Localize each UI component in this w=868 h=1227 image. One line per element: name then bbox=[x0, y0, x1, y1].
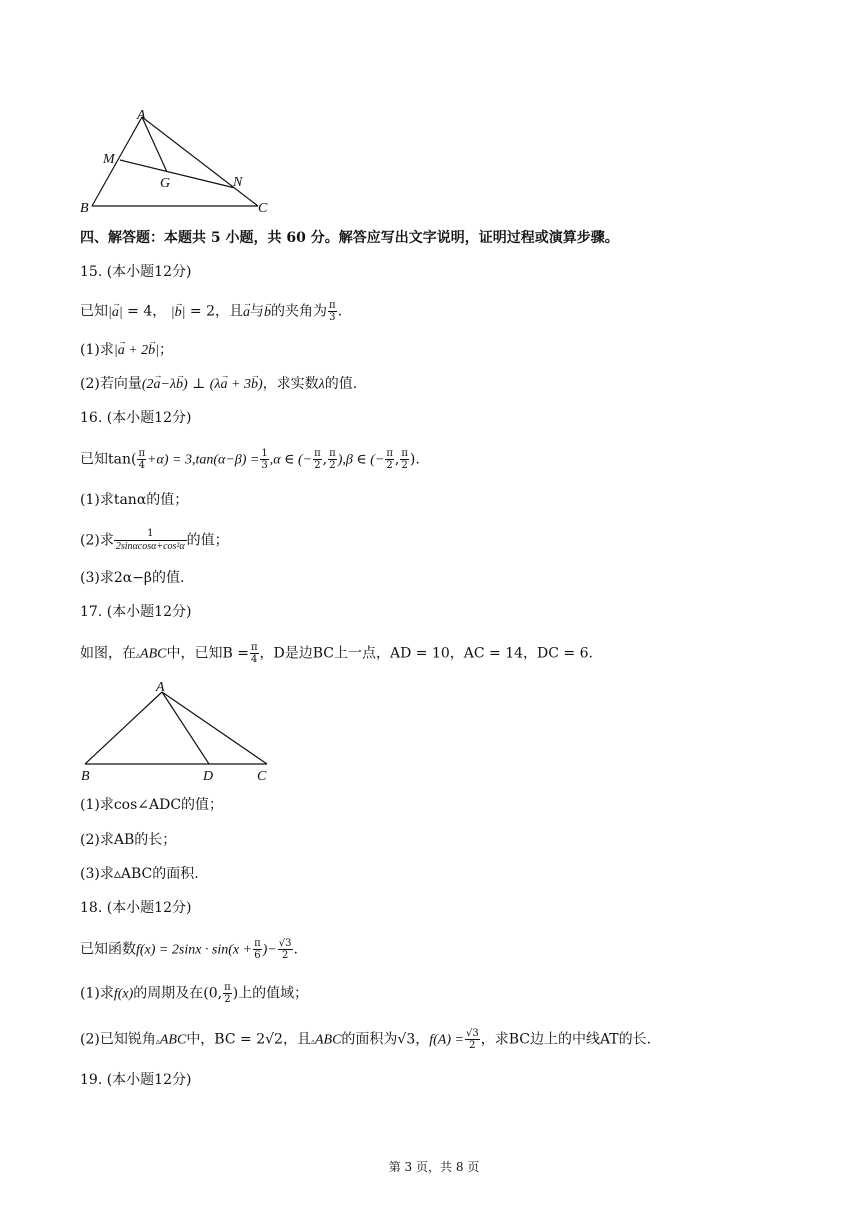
label-d: D bbox=[203, 769, 214, 784]
segment-ac-2 bbox=[162, 692, 267, 764]
q15-angle-fraction: $\frac{\pi}{3}$ bbox=[328, 300, 336, 323]
q16-part1: (1)求tanα的值； bbox=[80, 492, 189, 508]
q15-part1: (1)求|→ a + 2→ b|； bbox=[80, 340, 173, 361]
q15-given-pre: 已知 bbox=[80, 303, 108, 320]
q15-part2: (2)若向量(2→ a−λ→ b) ⊥ (λ→ a + 3→ b)，求实数λ的值. bbox=[80, 374, 357, 395]
q19-header: 19. (本小题12分) bbox=[80, 1072, 192, 1088]
section-4-heading: 四、解答题：本题共 5 小题，共 60 分。解答应写出文字说明，证明过程或演算步骤。 bbox=[80, 230, 619, 246]
segment-ag bbox=[142, 117, 167, 172]
label-m: M bbox=[103, 152, 115, 167]
q18-part2: (2)已知锐角▵ABC中，BC = 2√2，且▵ABC的面积为√3，f(A) = $\frac{√3}{2}$ ，求BC边上的中线AT的长. bbox=[80, 1028, 652, 1051]
segment-ac bbox=[142, 117, 258, 206]
figure-triangle-abd bbox=[75, 676, 285, 786]
q16-part2: (2)求 $\frac{1}{\text{2sinαcosα+cos²α}}$ 的值； bbox=[80, 528, 229, 552]
label-g: G bbox=[160, 176, 171, 191]
label-c: C bbox=[258, 201, 268, 216]
label-a-2: A bbox=[156, 680, 165, 695]
q17-given: 如图，在▵ABC中，已知B = $\frac{\pi}{4}$ ，D是边BC上一点，AD = 10，AC = 14，DC = 6. bbox=[80, 642, 593, 665]
q16-part3: (3)求2α−β的值. bbox=[80, 570, 185, 586]
label-n: N bbox=[233, 175, 243, 190]
q16-given: 已知tan( $\frac{\pi}{4}$ +α) = 3,tan(α−β) = $\frac{1}{3}$ ,α ∈ (− $\frac{\pi}{2}$ , $\frac{\pi}{2}$ ),β ∈ (− $\frac{\pi}{2}$ , $\frac{\pi}{2}$ ). bbox=[80, 448, 420, 471]
q15-header: 15. (本小题12分) bbox=[80, 264, 192, 280]
q17-part2: (2)求AB的长； bbox=[80, 832, 177, 848]
q15-given-a-eq: = 4， bbox=[127, 303, 167, 320]
label-b: B bbox=[80, 201, 89, 216]
q15-given-and: 与 bbox=[249, 303, 264, 320]
label-b-2: B bbox=[81, 769, 90, 784]
segment-mn bbox=[120, 160, 235, 188]
label-a: A bbox=[137, 108, 146, 123]
page-footer: 第 3 页，共 8 页 bbox=[388, 1160, 480, 1174]
q15-given-b-eq: = 2，且 bbox=[189, 303, 243, 320]
q17-part1: (1)求cos∠ADC的值； bbox=[80, 797, 224, 813]
segment-ad bbox=[162, 692, 209, 764]
q18-given: 已知函数f(x) = 2sinx · sin(x + $\frac{\pi}{6}$ )− $\frac{√3}{2}$ . bbox=[80, 938, 298, 961]
label-c-2: C bbox=[257, 769, 267, 784]
figure-triangle-mgn bbox=[70, 105, 290, 220]
q15-given-angle: 的夹角为 bbox=[270, 303, 327, 320]
q16-header: 16. (本小题12分) bbox=[80, 410, 192, 426]
q18-part1: (1)求f(x)的周期及在(0, $\frac{\pi}{2}$ )上的值域； bbox=[80, 982, 309, 1005]
q17-part3: (3)求▵ABC的面积. bbox=[80, 866, 199, 882]
q17-header: 17. (本小题12分) bbox=[80, 604, 192, 620]
segment-ab bbox=[92, 117, 142, 206]
q15-given: 已知|→ a| = 4， |→ b| = 2，且→ a与→ b的夹角为 $\frac{\pi}{3}$ . bbox=[80, 300, 342, 323]
q18-header: 18. (本小题12分) bbox=[80, 900, 192, 916]
segment-ab-2 bbox=[85, 692, 162, 764]
